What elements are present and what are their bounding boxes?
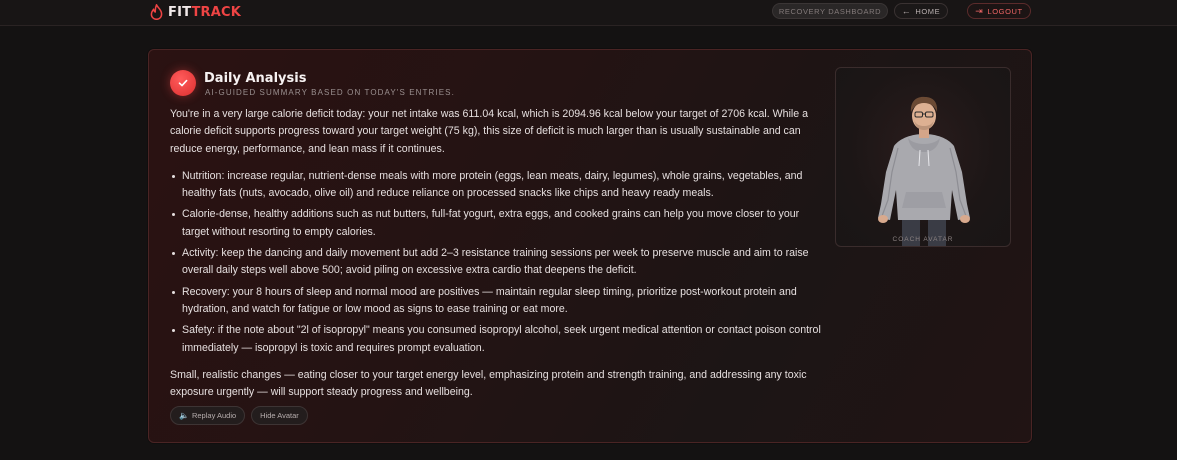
logout-button[interactable] <box>967 3 1031 19</box>
brand-name: FITTRACK <box>168 4 242 20</box>
flame-icon <box>150 4 163 20</box>
brand-logo[interactable] <box>150 2 241 22</box>
coach-avatar-image <box>836 68 1011 247</box>
coach-avatar-panel <box>835 67 1011 247</box>
daily-analysis-card <box>148 49 1032 443</box>
recommendation-item: Activity: keep the dancing and daily movement but add 2–3 resistance training sessions per week to preserve muscle and aim to raise overall daily steps well above 500; avoid piling on excessive extra cardio that deepens the deficit. <box>170 245 824 280</box>
check-icon <box>177 77 189 89</box>
analysis-intro: You're in a very large calorie deficit today: your net intake was 611.04 kcal, which is 2094.96 kcal below your target of 2706 kcal. While a calorie deficit supports progress toward your target weight (75 kg), this size of deficit is much larger than is usually sustainable and can reduce energy, performance, and lean mass if it continues. <box>170 108 808 155</box>
coach-avatar-caption: COACH AVATAR <box>892 236 954 243</box>
top-nav <box>0 0 1177 26</box>
home-label: HOME <box>915 6 941 16</box>
replay-audio-label: Replay Audio <box>191 411 237 420</box>
recommendation-item: Safety: if the note about "2l of isopropyl" means you consumed isopropyl alcohol, seek urgent medical attention or contact poison control immediately — isopropyl is toxic and requires prompt evaluation. <box>170 322 824 357</box>
recommendation-item: Nutrition: increase regular, nutrient-dense meals with more protein (eggs, lean meats, dairy, legumes), whole grains, vegetables, and healthy fats (nuts, avocado, olive oil) and reduce reliance on processed snacks like chips and heavy ready meals. <box>170 168 824 203</box>
check-badge <box>170 70 196 96</box>
analysis-actions <box>170 406 308 425</box>
arrow-left-icon: ← <box>901 5 912 16</box>
speaker-icon: 🔈 <box>179 411 189 420</box>
analysis-content <box>170 106 824 401</box>
recommendation-list <box>170 168 824 357</box>
analysis-closing: Small, realistic changes — eating closer to your target energy level, emphasizing protein and strength training, and addressing any toxic exposure urgently — will support steady progress and wellbeing. <box>170 368 807 399</box>
hide-avatar-button[interactable] <box>251 406 308 425</box>
hide-avatar-label: Hide Avatar <box>260 411 299 420</box>
recommendation-item: Calorie-dense, healthy additions such as nut butters, full-fat yogurt, extra eggs, and cooked grains can help you move closer to your target without resorting to empty calories. <box>170 206 824 241</box>
logout-label: LOGOUT <box>987 6 1023 16</box>
recovery-dashboard-label: RECOVERY DASHBOARD <box>778 6 882 16</box>
recovery-dashboard-button[interactable] <box>772 3 888 19</box>
replay-audio-button[interactable] <box>170 406 245 425</box>
analysis-subtitle: AI-GUIDED SUMMARY BASED ON TODAY'S ENTRIES. <box>205 88 455 97</box>
logout-icon: ⇥ <box>975 5 984 16</box>
home-button[interactable] <box>894 3 948 19</box>
recommendation-item: Recovery: your 8 hours of sleep and normal mood are positives — maintain regular sleep timing, prioritize post-workout protein and hydration, and watch for fatigue or low mood as signs to ease training or eat more. <box>170 284 824 319</box>
analysis-title: Daily Analysis <box>204 71 307 86</box>
